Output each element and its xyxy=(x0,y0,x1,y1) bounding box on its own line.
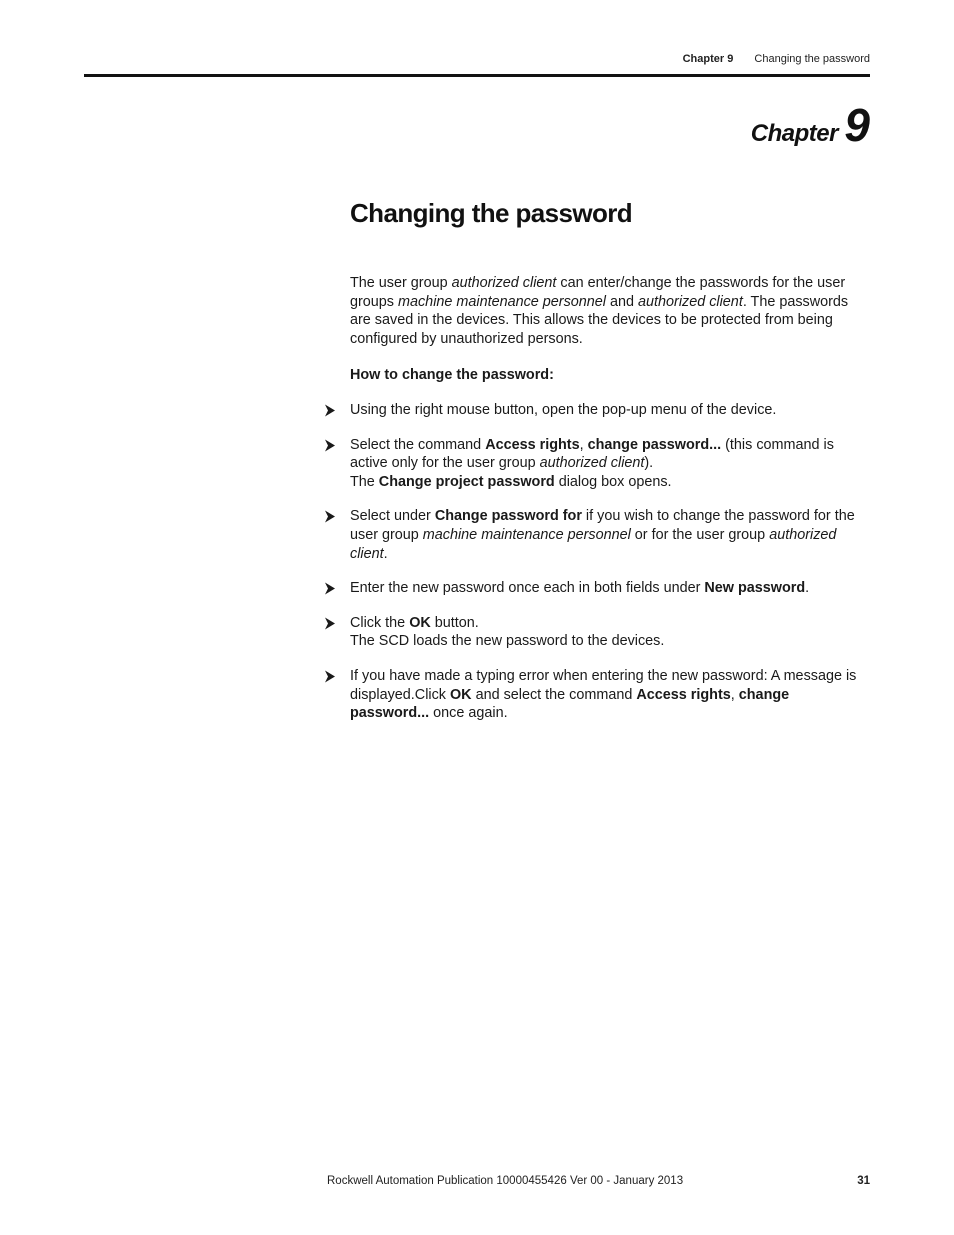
running-header xyxy=(683,53,870,65)
step-text xyxy=(350,614,872,651)
step-item xyxy=(350,579,872,598)
italic-term: authorized client xyxy=(451,275,557,291)
bold-term: change password... xyxy=(587,436,722,453)
step-text xyxy=(350,667,872,723)
arrow-bullet-icon xyxy=(324,510,338,524)
step-item xyxy=(350,507,872,563)
text-run: if you wish to change the password for the user group xyxy=(350,508,855,543)
step-text xyxy=(350,579,872,598)
bold-term: OK xyxy=(409,614,431,631)
chapter-label-word: Chapter xyxy=(750,120,838,147)
text-run: Select under xyxy=(350,508,435,525)
bold-term: New password xyxy=(704,580,806,597)
text-run: Select the command xyxy=(350,436,486,453)
text-run: Using the right mouse button, open the pop-up menu of the device. xyxy=(350,401,777,418)
arrow-bullet-icon xyxy=(324,670,338,684)
bold-term: OK xyxy=(449,686,472,703)
page-content xyxy=(350,274,872,739)
bold-term: change password... xyxy=(350,686,790,722)
text-run: . xyxy=(383,545,388,562)
bold-term: Change password for xyxy=(434,508,582,525)
step-item xyxy=(350,614,872,651)
text-run: . The passwords are saved in the devices. This allows the devices to be protected from being configured by unauthorized persons. xyxy=(350,293,849,347)
italic-term: machine maintenance personnel xyxy=(422,526,631,543)
bold-term: Access rights xyxy=(636,686,731,703)
running-header-section: Changing the password xyxy=(754,53,870,65)
text-run: Enter the new password once each in both fields under xyxy=(350,580,705,597)
text-run: once again. xyxy=(429,705,508,722)
header-rule xyxy=(84,74,870,77)
arrow-bullet-icon xyxy=(324,582,338,596)
running-header-chapter: Chapter 9 xyxy=(682,53,734,65)
bold-term: Access rights xyxy=(485,436,580,453)
step-list xyxy=(350,401,872,723)
step-text xyxy=(350,507,872,563)
step-text xyxy=(350,401,872,420)
step-item xyxy=(350,401,872,420)
text-run: (this command is active only for the user group xyxy=(350,436,834,472)
bold-term: Change project password xyxy=(378,473,555,490)
italic-term: machine maintenance personnel xyxy=(398,293,606,310)
italic-term: authorized client xyxy=(638,293,743,310)
text-run: , xyxy=(579,436,588,453)
italic-term: authorized client xyxy=(350,526,837,562)
text-run: or for the user group xyxy=(630,526,770,543)
chapter-label xyxy=(750,99,870,151)
footer-publication: Rockwell Automation Publication 10000455426 Ver 00 - January 2013 xyxy=(327,1175,684,1187)
intro-paragraph xyxy=(350,274,872,348)
text-run: The xyxy=(350,473,379,490)
italic-term: authorized client xyxy=(539,455,645,472)
text-run: , xyxy=(730,686,739,703)
arrow-bullet-icon xyxy=(324,617,338,631)
step-item xyxy=(350,667,872,723)
text-run: and xyxy=(606,293,639,310)
text-run: Click the xyxy=(350,614,410,631)
text-run: . xyxy=(805,580,810,597)
chapter-label-number: 9 xyxy=(844,99,870,151)
text-run: The SCD loads the new password to the devices. xyxy=(350,633,665,650)
arrow-bullet-icon xyxy=(324,404,338,418)
procedure-heading: How to change the password: xyxy=(350,367,554,384)
text-run: The user group xyxy=(350,275,452,291)
text-run: can enter/change the passwords for the user groups xyxy=(350,275,846,310)
text-run: ). xyxy=(644,455,654,472)
text-run: dialog box opens. xyxy=(554,473,672,490)
page-title: Changing the password xyxy=(350,198,633,228)
arrow-bullet-icon xyxy=(324,439,338,453)
text-run: If you have made a typing error when entering the new password: A message is displayed.Click xyxy=(350,667,857,703)
step-item xyxy=(350,436,872,492)
text-run: and select the command xyxy=(471,686,637,703)
page-number: 31 xyxy=(857,1175,870,1187)
text-run: button. xyxy=(430,614,479,631)
step-text xyxy=(350,436,872,492)
